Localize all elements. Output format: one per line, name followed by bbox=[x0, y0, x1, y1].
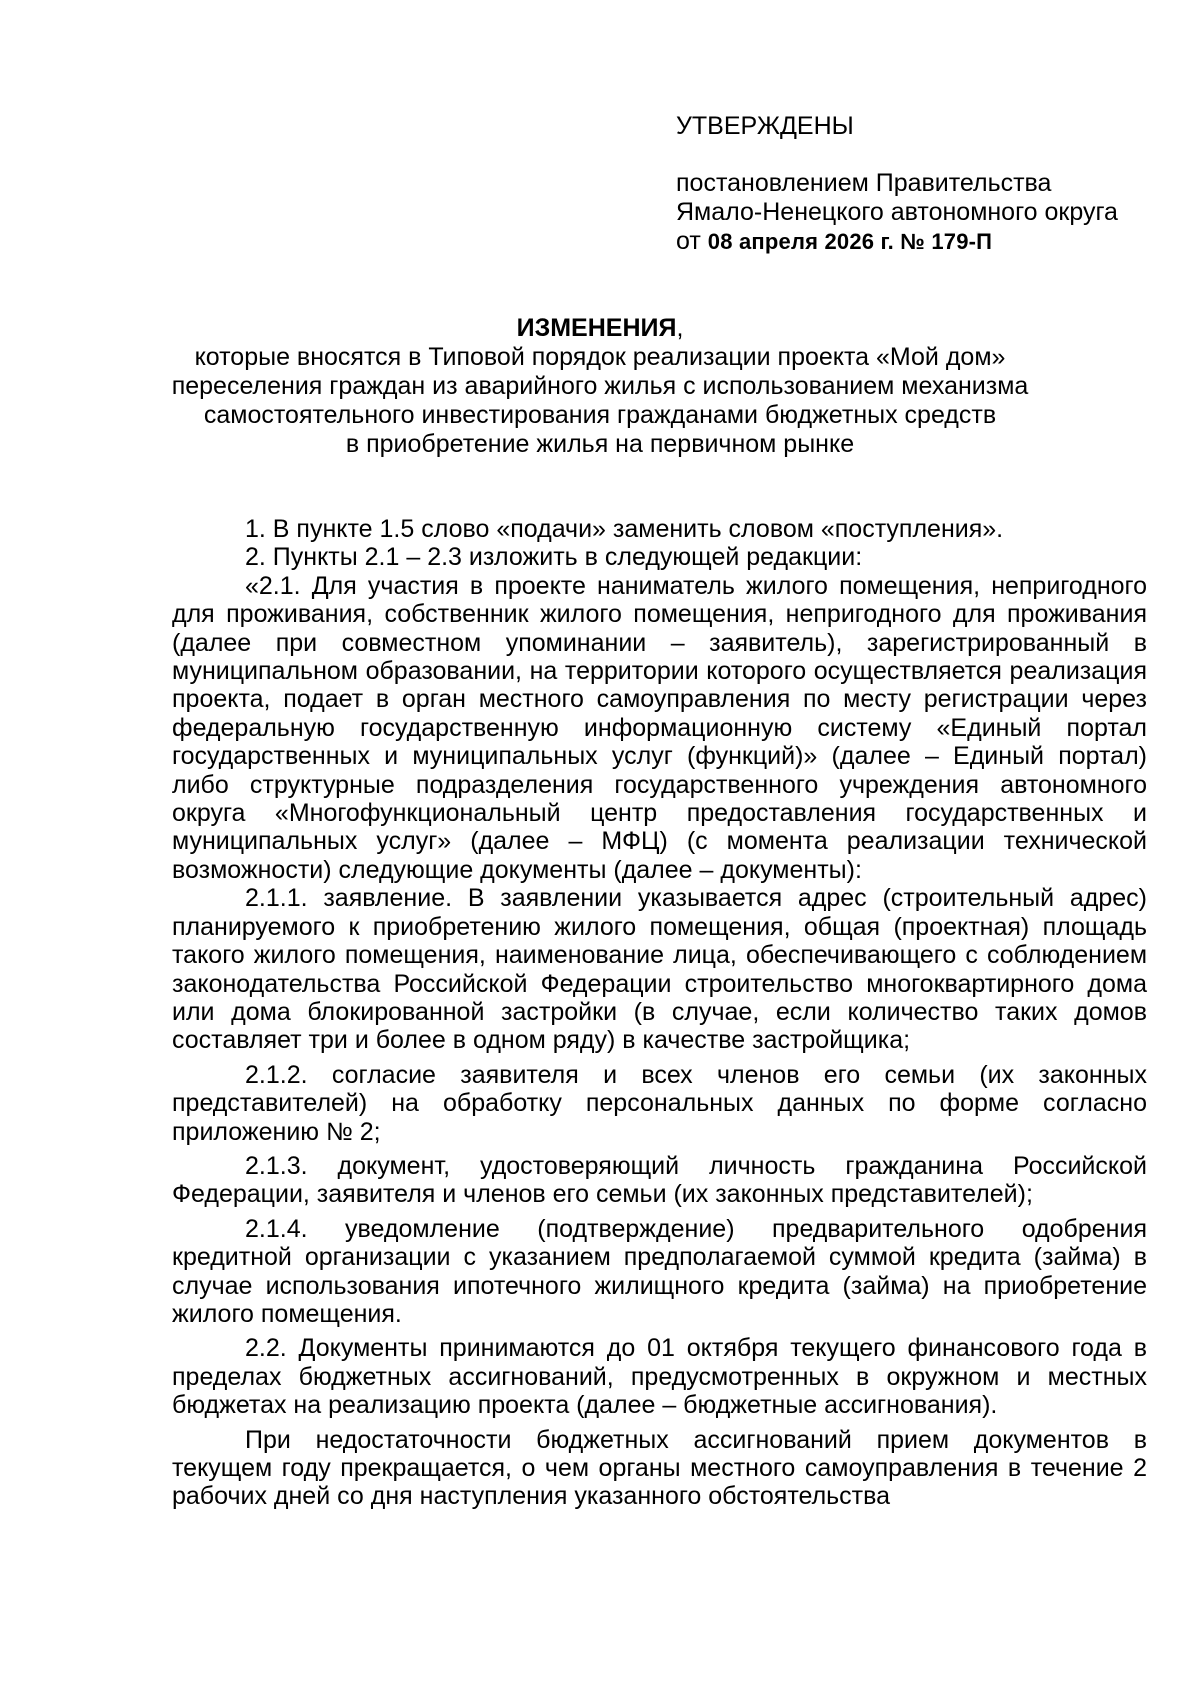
document-title bbox=[150, 314, 1050, 459]
title-heading: ИЗМЕНЕНИЯ bbox=[516, 314, 677, 342]
title-line-3: самостоятельного инвестирования гражданами бюджетных средств bbox=[203, 401, 997, 429]
paragraph-2-1-2: 2.1.2. согласие заявителя и всех членов его семьи (их законных представителей) на обработку персональных данных по форме согласно приложению № 2; bbox=[172, 1060, 1147, 1146]
approved-label: УТВЕРЖДЕНЫ bbox=[676, 112, 854, 140]
approval-line-1: постановлением Правительства bbox=[676, 169, 1052, 197]
paragraph-2-2: 2.2. Документы принимаются до 01 октября текущего финансового года в пределах бюджетных ассигнований, предусмотренных в окружном и местных бюджетах на реализацию проекта (далее – бюджетные ассигнования). bbox=[172, 1334, 1147, 1420]
approval-line-2: Ямало-Ненецкого автономного округа bbox=[676, 198, 1118, 226]
from-label: от bbox=[676, 227, 701, 255]
title-comma: , bbox=[676, 314, 684, 342]
paragraph-insufficient-funds: При недостаточности бюджетных ассигнований прием документов в текущем году прекращается, о чем органы местного самоуправления в течение 2 рабочих дней со дня наступления указанного обстоятельства bbox=[172, 1425, 1147, 1511]
document-reference: 08 апреля 2026 г. № 179-П bbox=[707, 229, 993, 254]
paragraph-2-1-3: 2.1.3. документ, удостоверяющий личность гражданина Российской Федерации, заявителя и членов его семьи (их законных представителей); bbox=[172, 1151, 1147, 1209]
title-heading-line bbox=[150, 314, 1050, 343]
paragraph-1: 1. В пункте 1.5 слово «подачи» заменить словом «поступления». bbox=[245, 515, 1004, 543]
title-line-4: в приобретение жилья на первичном рынке bbox=[345, 430, 855, 458]
approval-stamp bbox=[676, 112, 1176, 256]
document-body bbox=[172, 515, 1147, 1511]
title-line-2: переселения граждан из аварийного жилья с использованием механизма bbox=[171, 372, 1029, 400]
title-line-1: которые вносятся в Типовой порядок реализации проекта «Мой дом» bbox=[194, 343, 1006, 371]
paragraph-2-1-1: 2.1.1. заявление. В заявлении указывается адрес (строительный адрес) планируемого к приобретению жилого помещения, общая (проектная) площадь такого жилого помещения, наименование лица, обеспечивающего с соблюдением законодательства Российской Федерации строительство многоквартирного дома или дома блокированной застройки (в случае, если количество таких домов составляет три и более в одном ряду) в качестве застройщика; bbox=[172, 884, 1147, 1055]
paragraph-2-1: «2.1. Для участия в проекте наниматель жилого помещения, непригодного для проживания, собственник жилого помещения, непригодного для проживания (далее при совместном упоминании – заявитель), зарегистрированный в муниципальном образовании, на территории которого осуществляется реализация проекта, подает в орган местного самоуправления по месту регистрации через федеральную государственную информационную систему «Единый портал государственных и муниципальных услуг (функций)» (далее – Единый портал) либо структурные подразделения государственного учреждения автономного округа «Многофункциональный центр предоставления государственных и муниципальных услуг» (далее – МФЦ) (с момента реализации технической возможности) следующие документы (далее – документы): bbox=[172, 571, 1147, 884]
paragraph-2: 2. Пункты 2.1 – 2.3 изложить в следующей редакции: bbox=[245, 543, 863, 572]
paragraph-2-1-4: 2.1.4. уведомление (подтверждение) предварительного одобрения кредитной организации с указанием предполагаемой суммой кредита (займа) в случае использования ипотечного жилищного кредита (займа) на приобретение жилого помещения. bbox=[172, 1214, 1147, 1328]
approval-line-3 bbox=[676, 227, 1176, 256]
